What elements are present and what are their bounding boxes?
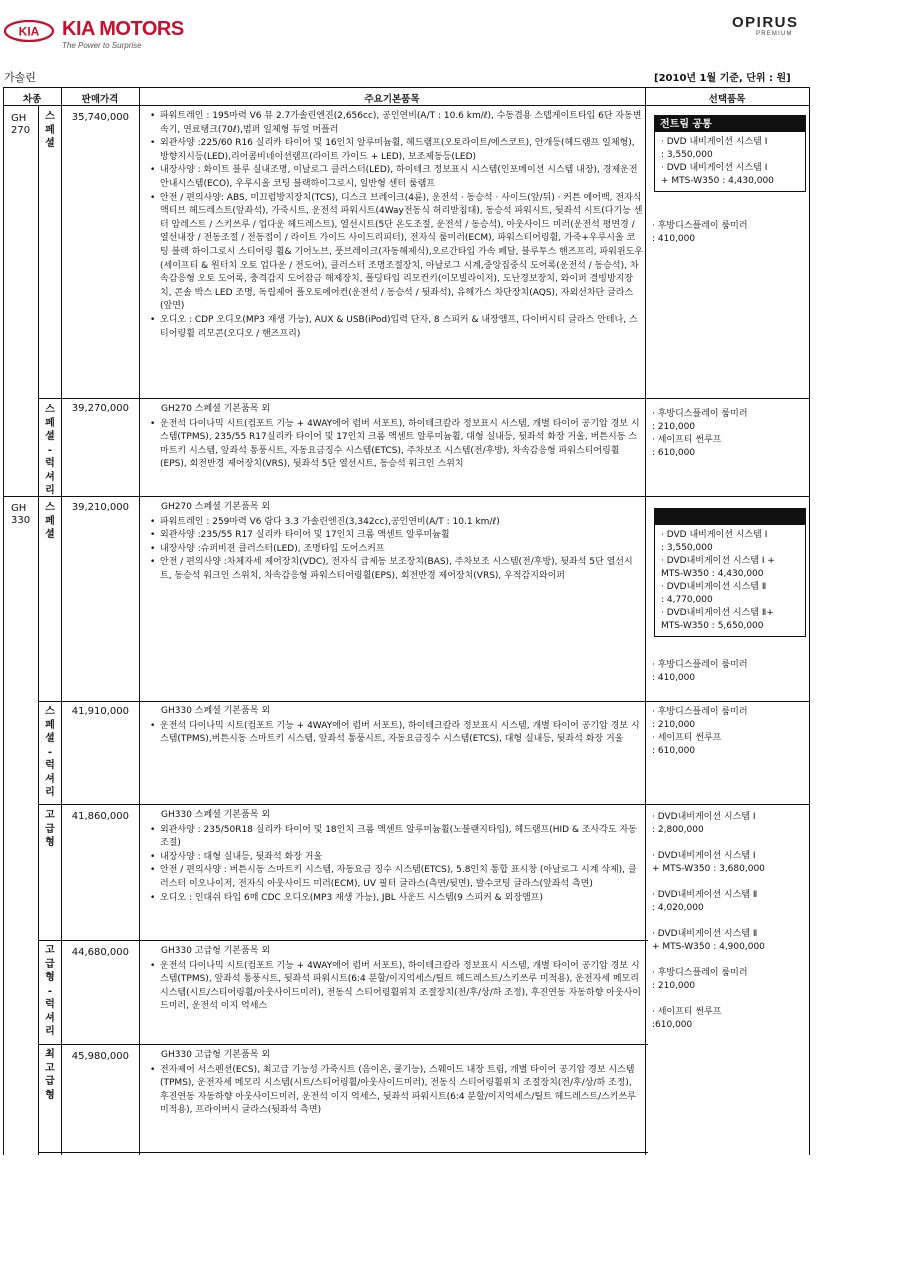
- column-divider: [38, 105, 39, 1155]
- trim-char: 셜: [45, 138, 55, 149]
- feature-item: • 내장사양 :슈퍼비젼 클러스터(LED), 조명타입 도어스커프: [160, 543, 643, 557]
- model-name-gh330: [11, 503, 30, 527]
- option-line: · 세이프티 썬루프: [652, 733, 722, 743]
- trim-char: -: [47, 444, 53, 456]
- row-divider: [38, 940, 648, 941]
- price-cell: 41,860,000: [71, 811, 129, 822]
- trim-char: 럭: [45, 760, 55, 771]
- options-cell: [652, 706, 807, 758]
- features-lead: GH270 스페셜 기본품목 외: [161, 502, 271, 512]
- option-line: · DVD내비게이션 시스템 Ⅱ: [652, 890, 758, 900]
- feature-item: • 외관사양 :235/55 R17 실리카 타이어 및 17인치 크롬 액센트 알루미늄휠: [160, 529, 643, 543]
- options-cell: [652, 220, 807, 246]
- option-line: : 4,770,000: [661, 595, 713, 605]
- features-cell: [143, 501, 643, 584]
- row-divider: [38, 804, 810, 805]
- trim-char: 형: [45, 837, 55, 848]
- row-divider: [38, 1044, 648, 1045]
- option-line: · DVD 내비게이션 시스템 Ⅰ: [661, 530, 768, 540]
- column-header-price: 판매가격: [81, 94, 119, 105]
- trim-label: [40, 705, 60, 800]
- date-unit-note: [2010년 1월 기준, 단위 : 원]: [654, 73, 791, 84]
- price-cell: 41,910,000: [71, 706, 129, 717]
- row-divider: [38, 398, 810, 399]
- option-line: · DVD내비게이션 시스템 Ⅱ: [652, 929, 758, 939]
- trim-char: 스: [45, 706, 55, 717]
- common-options-box: [654, 115, 806, 192]
- price-cell: 39,270,000: [71, 403, 129, 414]
- kia-logo-icon: [4, 20, 54, 42]
- trim-char: 리: [45, 787, 55, 798]
- column-divider: [139, 87, 140, 1155]
- trim-char: 리: [45, 1026, 55, 1037]
- feature-item: • 운전석 다이나믹 시트(컴포트 기능 + 4WAY에어 럼버 서포트), 하이테크칼라 정보표시 시스템, 개별 타이어 공기압 경보 시스템(TPMS),버튼시동 스마트키 시스템, 앞좌석 통풍시트, 자동요금징수 시스템(ETCS), 대형 실내등, 뒷좌석 화장 거울: [160, 720, 643, 747]
- option-line: MTS-W350 : 4,430,000: [661, 569, 764, 579]
- table-left-border: [3, 87, 4, 1155]
- trim-char: 급: [45, 823, 55, 835]
- option-line: MTS-W350 : 5,650,000: [661, 621, 764, 631]
- option-line: · DVD내비게이션 시스템 Ⅱ: [661, 582, 767, 592]
- option-line: : 2,800,000: [652, 825, 704, 835]
- svg-text:KIA: KIA: [18, 24, 40, 39]
- features-cell: [143, 809, 643, 905]
- model-divider: [3, 496, 810, 497]
- model-name-line: GH: [11, 503, 27, 514]
- row-divider: [38, 1152, 648, 1153]
- option-line: : 410,000: [652, 234, 696, 244]
- features-cell: [143, 1049, 643, 1118]
- trim-char: 스: [45, 502, 55, 513]
- features-lead: GH330 고급형 기본품목 외: [161, 946, 271, 956]
- option-line: · DVD내비게이션 시스템 Ⅱ+: [661, 608, 774, 618]
- trim-char: 셜: [45, 733, 55, 744]
- trim-char: 페: [45, 719, 55, 731]
- option-line: · 후방디스플레이 룸미러: [652, 221, 748, 231]
- trim-char: 럭: [45, 999, 55, 1010]
- trim-char: 형: [45, 972, 55, 983]
- column-header-model: 차종: [22, 94, 42, 105]
- option-line: : 210,000: [652, 422, 696, 432]
- features-lead: GH330 스페셜 기본품목 외: [161, 706, 271, 716]
- trim-char: 고: [45, 810, 55, 821]
- option-line: + MTS-W350 : 4,900,000: [652, 942, 765, 952]
- price-cell: 44,680,000: [71, 947, 129, 958]
- trim-char: 셔: [45, 1012, 55, 1024]
- option-line: + MTS-W350 : 3,680,000: [652, 864, 765, 874]
- features-cell: [143, 705, 643, 747]
- option-line: · 세이프티 썬루프: [652, 435, 722, 445]
- option-line: : 3,550,000: [661, 150, 713, 160]
- model-name-line: 330: [11, 515, 31, 526]
- feature-item: • 안전 / 편의사양: ABS, 미끄럼방지장치(TCS), 디스크 브레이크(4륜), 운전석 · 동승석 · 사이드(앞/뒤) · 커튼 에어백, 전자식 액티브 헤드레스트(앞좌석), 가죽시트, 운전석 파워시트(4Way전동식 허리받침대), 동승석 파워시트, 뒷좌석 시트(다기능 센터 암레스트 / 스키쓰루 / 업다운 헤드레스트), 열선시트(5단 온도조절, 운전석 / 동승석), 아웃사이드 미러(운전석 평면경 / 열선내장 / 전동조절 / 전동접이 / 라이트 가이드 사이드리피터), 전자식 룸미러(ECM), 파워스티어링휠, 가죽+우루시올 코팅 블랙 하이그로시 스티어링 휠& 기어노브, 풋브레이크(자동해제식),오르간타입 가속 페달, 블루투스 핸즈프리, 파워윈도우(세이프티 & 원터치 오토 업다운 / 전도어), 클러스터 조명조절장치, 아날로그 시계,중앙집중식 도어록(운전석 / 동승석), 차속감응형 오토 도어록, 충격감지 도어잠금 해제장치, 폴딩타입 리모컨키(이모빌라이저), 도난경보장치, 와이퍼 결빙방지장치, 콘솔 박스 LED 조명, 독립제어 풀오토에어컨(운전석 / 동승석 / 뒷좌석), 유해가스 차단장치(AQS), 자외선차단 글라스(앞면): [160, 192, 643, 314]
- brand-name: KIA MOTORS: [62, 18, 184, 40]
- option-line: · DVD내비게이션 시스템 Ⅰ +: [661, 556, 775, 566]
- feature-item: • 내장사양 : 대형 실내등, 뒷좌석 화장 거울: [160, 851, 643, 865]
- options-cell: [652, 659, 807, 685]
- feature-item: • 운전석 다이나믹 시트(컴포트 기능 + 4WAY에어 럼버 서포트), 하이테크칼라 정보표시 시스템, 개별 타이어 공기압 경보 시스템(TPMS), 앞좌석 통풍시트, 뒷좌석 파워시트(6:4 분할/이지억세스/틸트 헤드레스트/스키쓰루 미적용), 운전자세 메모리 시스템(시트/스티어링휠/아웃사이드미러), 전동식 스티어링휠위치 조절장치(전/후/상/하 조정), 후진연동 자동하향 아웃사이드미러, 운전석 이지 억세스: [160, 960, 643, 1014]
- column-divider: [61, 87, 62, 1155]
- option-line: : 610,000: [652, 746, 696, 756]
- trim-char: 셔: [45, 773, 55, 785]
- model-logo-sub: PREMIUM: [756, 31, 793, 37]
- option-line: · 후방디스플레이 룸미러: [652, 660, 748, 670]
- features-lead: GH270 스페셜 기본품목 외: [161, 404, 271, 414]
- trim-char: 페: [45, 515, 55, 527]
- option-line: · DVD내비게이션 시스템 Ⅰ: [652, 851, 756, 861]
- option-line: · 후방디스플레이 룸미러: [652, 707, 748, 717]
- feature-item: • 오디오 : 인대쉬 타입 6매 CDC 오디오(MP3 재생 가능), JBL 사운드 시스템(9 스피커 & 외장앰프): [160, 892, 643, 906]
- price-cell: 35,740,000: [71, 112, 129, 123]
- option-line: + MTS-W350 : 4,430,000: [661, 176, 774, 186]
- feature-item: • 파워트레인 : 259마력 V6 람다 3.3 가솔린엔진(3,342cc),공인연비(A/T : 10.1 km/ℓ): [160, 516, 643, 530]
- model-name-gh270: [11, 113, 30, 137]
- trim-label: [40, 944, 60, 1039]
- table-right-border: [809, 87, 810, 1155]
- trim-char: 셜: [45, 529, 55, 540]
- option-line: : 410,000: [652, 673, 696, 683]
- feature-item: • 오디오 : CDP 오디오(MP3 재생 가능), AUX & USB(iPod)입력 단자, 8 스피커 & 내장앰프, 다이버시티 글라스 안테나, 스티어링휠 리모콘(오디오 / 핸즈프리): [160, 314, 643, 341]
- option-line: · 후방디스플레이 룸미러: [652, 409, 748, 419]
- trim-char: 리: [45, 485, 55, 496]
- trim-char: -: [47, 746, 53, 758]
- trim-char: 셜: [45, 431, 55, 442]
- options-cell: [652, 811, 807, 1032]
- price-table: [3, 87, 810, 1155]
- fuel-type-label: 가솔린: [4, 71, 36, 84]
- feature-item: • 외관사양 : 235/50R18 실리카 타이어 및 18인치 크롬 액센트 알루미늄휠(노블랜지타입), 헤드램프(HID & 조사각도 자동조절): [160, 824, 643, 851]
- header-bottom-border: [3, 105, 810, 106]
- options-cell: [652, 408, 807, 460]
- option-line: : 4,020,000: [652, 903, 704, 913]
- features-lead: GH330 고급형 기본품목 외: [161, 1050, 271, 1060]
- brand-tagline: The Power to Surprise: [62, 41, 142, 50]
- feature-item: • 외관사양 :225/60 R16 실리카 타이어 및 16인치 알루미늄휠, 헤드램프(오토라이트/에스코트), 안개등(헤드램프 일체형), 방향지시등(LED),리어콤비네이션램프(라이트 가이드 + LED), 보조제동등(LED): [160, 137, 643, 164]
- trim-char: 럭: [45, 458, 55, 469]
- feature-item: • 안전 / 편의사양 :차체자세 제어장치(VDC), 전자식 급제동 보조장치(BAS), 주차보조 시스템(전/후방), 뒷좌석 5단 열선시트, 동승석 워크인 스위치, 차속감응형 파워스티어링휠(EPS), 회전반경 제어장치(VRS), 우적감지와이퍼: [160, 556, 643, 583]
- common-options-box: [654, 508, 806, 637]
- trim-char: 최: [45, 1049, 55, 1060]
- price-cell: 45,980,000: [71, 1051, 129, 1062]
- table-top-border: [3, 87, 810, 88]
- trim-char: -: [47, 985, 53, 997]
- column-divider: [645, 87, 646, 1155]
- features-cell: [143, 110, 643, 341]
- model-logo: OPIRUS: [732, 14, 799, 31]
- option-line: : 3,550,000: [661, 543, 713, 553]
- option-line: · DVD내비게이션 시스템 Ⅰ: [652, 812, 756, 822]
- option-line: :610,000: [652, 1020, 693, 1030]
- features-lead: GH330 스페셜 기본품목 외: [161, 810, 271, 820]
- option-line: · DVD 내비게이션 시스템 Ⅰ: [661, 163, 768, 173]
- feature-item: • 안전 / 편의사양 : 버튼시동 스마트키 시스템, 자동요금 징수 시스템(ETCS), 5.8인치 통합 표시창 (아날로그 시계 삭제), 클러스터 이오나이저, 전자식 아웃사이드 미러(ECM), UV 필터 글라스(측면/뒷면), 발수코팅 글라스(앞좌석 측면): [160, 864, 643, 891]
- features-cell: [143, 403, 643, 472]
- trim-char: 급: [45, 958, 55, 970]
- option-line: : 210,000: [652, 981, 696, 991]
- trim-char: 페: [45, 417, 55, 429]
- trim-char: 고: [45, 1062, 55, 1074]
- option-line: · DVD 내비게이션 시스템 Ⅰ: [661, 137, 768, 147]
- model-name-line: 270: [11, 125, 31, 136]
- trim-char: 페: [45, 124, 55, 136]
- option-line: · 세이프티 썬루프: [652, 1007, 722, 1017]
- feature-item: • 파워트레인 : 195마력 V6 뮤 2.7가솔린엔진(2,656cc), 공인연비(A/T : 10.6 km/ℓ), 수동겸용 스텝게이트타입 6단 자동변속기, 연료탱크(70ℓ),범퍼 일체형 듀얼 머플러: [160, 110, 643, 137]
- page-header: [0, 0, 909, 60]
- trim-label: [40, 403, 60, 498]
- price-cell: 39,210,000: [71, 502, 129, 513]
- option-line: : 610,000: [652, 448, 696, 458]
- column-header-options: 선택품목: [708, 94, 746, 105]
- feature-item: • 운전석 다이나믹 시트(컴포트 기능 + 4WAY에어 럼버 서포트), 하이테크칼라 정보표시 시스템, 개별 타이어 공기압 경보 시스템(TPMS), 235/55 R17실리카 타이어 및 17인치 크롬 액센트 알루미늄휠, 대형 실내등, 뒷좌석 화장 거울, 버튼시동 스마트키 시스템, 앞좌석 통풍시트, 자동요금징수 시스템(ETCS), 주차보조 시스템(전/후방), 차속감응형 파워스티어링휠(EPS), 회전반경 제어장치(VRS), 뒷좌석 5단 열선시트, 동승석 워크인 스위치: [160, 418, 643, 472]
- option-line: · 후방디스플레이 룸미러: [652, 968, 748, 978]
- column-header-features: 주요기본품목: [364, 94, 420, 105]
- feature-item: • 전자제어 서스펜션(ECS), 최고급 기능성 가죽시트 (음이온, 쿨기능), 스웨이드 내장 트림, 개별 타이어 공기압 경보 시스템(TPMS), 운전자세 메모리 시스템(시트/스티어링휠/아웃사이드미러), 전동식 스티어링휠위치 조절장치(전/후/상/하 조정), 후진연동 자동하향 아웃사이드미러, 운전석 이지 억세스, 뒷좌석 파워시트(6:4 분할/이지억세스/틸트 헤드레스트/스키쓰루 미적용), 프라이버시 글라스(뒷좌석 측면): [160, 1064, 643, 1118]
- feature-item: • 내장사양 : 화이트 블루 실내조명, 이날로그 클러스터(LED), 하이테크 정보표시 시스템(인포메이션 시스템 내장), 경제운전안내시스템(ECO), 우루시올 코팅 블랙하이그로시, 일반형 센터 룸램프: [160, 164, 643, 191]
- trim-char: 스: [45, 404, 55, 415]
- options-box-title: 전트림 공통: [655, 116, 805, 132]
- trim-char: 고: [45, 945, 55, 956]
- model-name-line: GH: [11, 113, 27, 124]
- features-cell: [143, 945, 643, 1014]
- trim-char: 셔: [45, 471, 55, 483]
- row-divider: [38, 701, 810, 702]
- trim-char: 스: [45, 111, 55, 122]
- trim-char: 급: [45, 1076, 55, 1087]
- option-line: : 210,000: [652, 720, 696, 730]
- options-box-title: [655, 509, 805, 525]
- trim-char: 형: [45, 1089, 55, 1101]
